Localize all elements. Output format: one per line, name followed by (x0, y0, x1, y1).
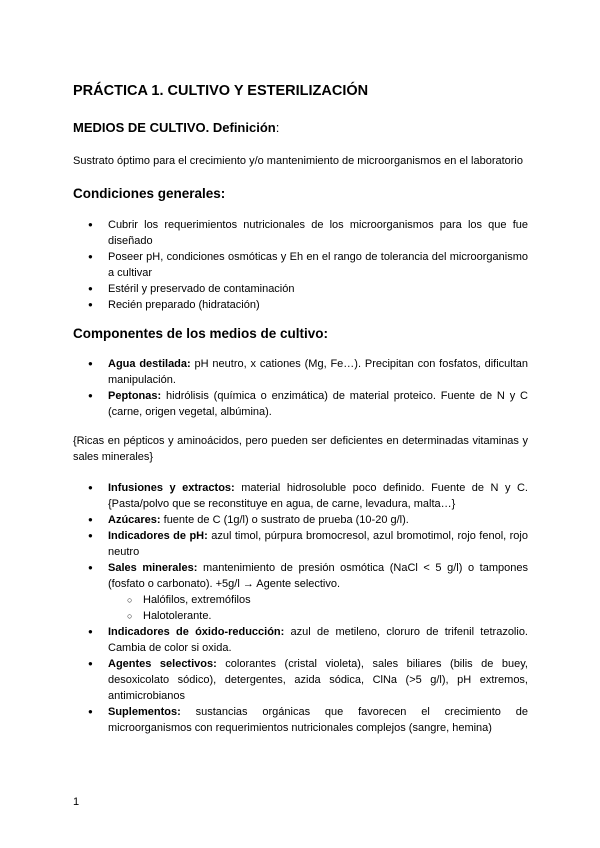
definition-text: Sustrato óptimo para el crecimiento y/o mantenimiento de microorganismos en el laboratorio (73, 155, 523, 167)
conditions-list (73, 217, 528, 313)
component-term: Azúcares: (108, 514, 161, 526)
component-text: hidrólisis (química o enzimática) de material proteico. Fuente de N y C (carne, origen vegetal, albúmina). (108, 390, 528, 418)
definition-heading-text: MEDIOS DE CULTIVO. Definición (73, 120, 276, 135)
component-item (73, 528, 528, 560)
component-term: Infusiones y extractos: (108, 482, 235, 494)
component-item (73, 388, 528, 420)
component-item (73, 480, 528, 512)
component-term: Agua destilada: (108, 358, 191, 370)
component-text: azul de metileno, cloruro de trifenil tetrazolio. Cambia de color si oxida. (108, 626, 528, 654)
component-item (73, 356, 528, 388)
component-text: azul timol, púrpura bromocresol, azul bromotimol, rojo fenol, rojo neutro (108, 530, 528, 558)
component-item (73, 512, 528, 528)
peptones-note: {Ricas en pépticos y aminoácidos, pero pueden ser deficientes en determinadas vitaminas y sales minerales} (73, 435, 528, 463)
components-list-1 (73, 356, 528, 420)
component-text: material hidrosoluble poco definido. Fuente de N y C. {Pasta/polvo que se reconstituye en agua, de carne, levadura, malta…} (108, 482, 528, 510)
components-list-2 (73, 480, 528, 736)
component-item (73, 656, 528, 704)
component-item (73, 624, 528, 656)
sales-subitem: ○ Halófilos, extremófilos (108, 592, 528, 608)
component-item (73, 560, 528, 624)
component-term: Agentes selectivos: (108, 658, 217, 670)
definition-heading-colon: : (275, 120, 280, 135)
component-text: pH neutro, x cationes (Mg, Fe…). Precipitan con fosfatos, dificultan manipulación. (108, 358, 528, 386)
components-heading: Componentes de los medios de cultivo: (73, 326, 329, 341)
conditions-item: ● Estéril y preservado de contaminación (73, 281, 528, 297)
component-term: Suplementos: (108, 706, 181, 718)
component-term: Indicadores de óxido-reducción: (108, 626, 285, 638)
sales-subitem: ○ Halotolerante. (108, 608, 528, 624)
sales-sublist (108, 592, 528, 624)
conditions-item: ● Poseer pH, condiciones osmóticas y Eh en el rango de tolerancia del microorganismo a cultivar (73, 249, 528, 281)
page-number: 1 (73, 796, 80, 808)
conditions-item: ● Cubrir los requerimientos nutricionales de los microorganismos para los que fue diseñado (73, 217, 528, 249)
conditions-item: ● Recién preparado (hidratación) (73, 297, 528, 313)
component-text: fuente de C (1g/l) o sustrato de prueba (10-20 g/l). (160, 514, 409, 526)
component-text: mantenimiento de presión osmótica (NaCl < 5 g/l) o tampones (fosfato o carbonato). +5g/l → Agente selectivo. (108, 562, 528, 590)
conditions-heading: Condiciones generales: (73, 186, 226, 201)
page-content (73, 82, 528, 736)
component-item (73, 704, 528, 736)
definition-heading (73, 119, 528, 137)
component-term: Peptonas: (108, 390, 162, 402)
component-term: Sales minerales: (108, 562, 198, 574)
page-title: PRÁCTICA 1. CULTIVO Y ESTERILIZACIÓN (73, 83, 369, 99)
component-text: colorantes (cristal violeta), sales biliares (bilis de buey, desoxicolato sódico), detergentes, azida sódica, ClNa (>5 g/l), pH extremos, antimicrobianos (108, 658, 528, 702)
component-text: sustancias orgánicas que favorecen el crecimiento de microorganismos con requerimientos nutricionales complejos (sangre, hemina) (108, 706, 528, 734)
component-term: Indicadores de pH: (108, 530, 208, 542)
